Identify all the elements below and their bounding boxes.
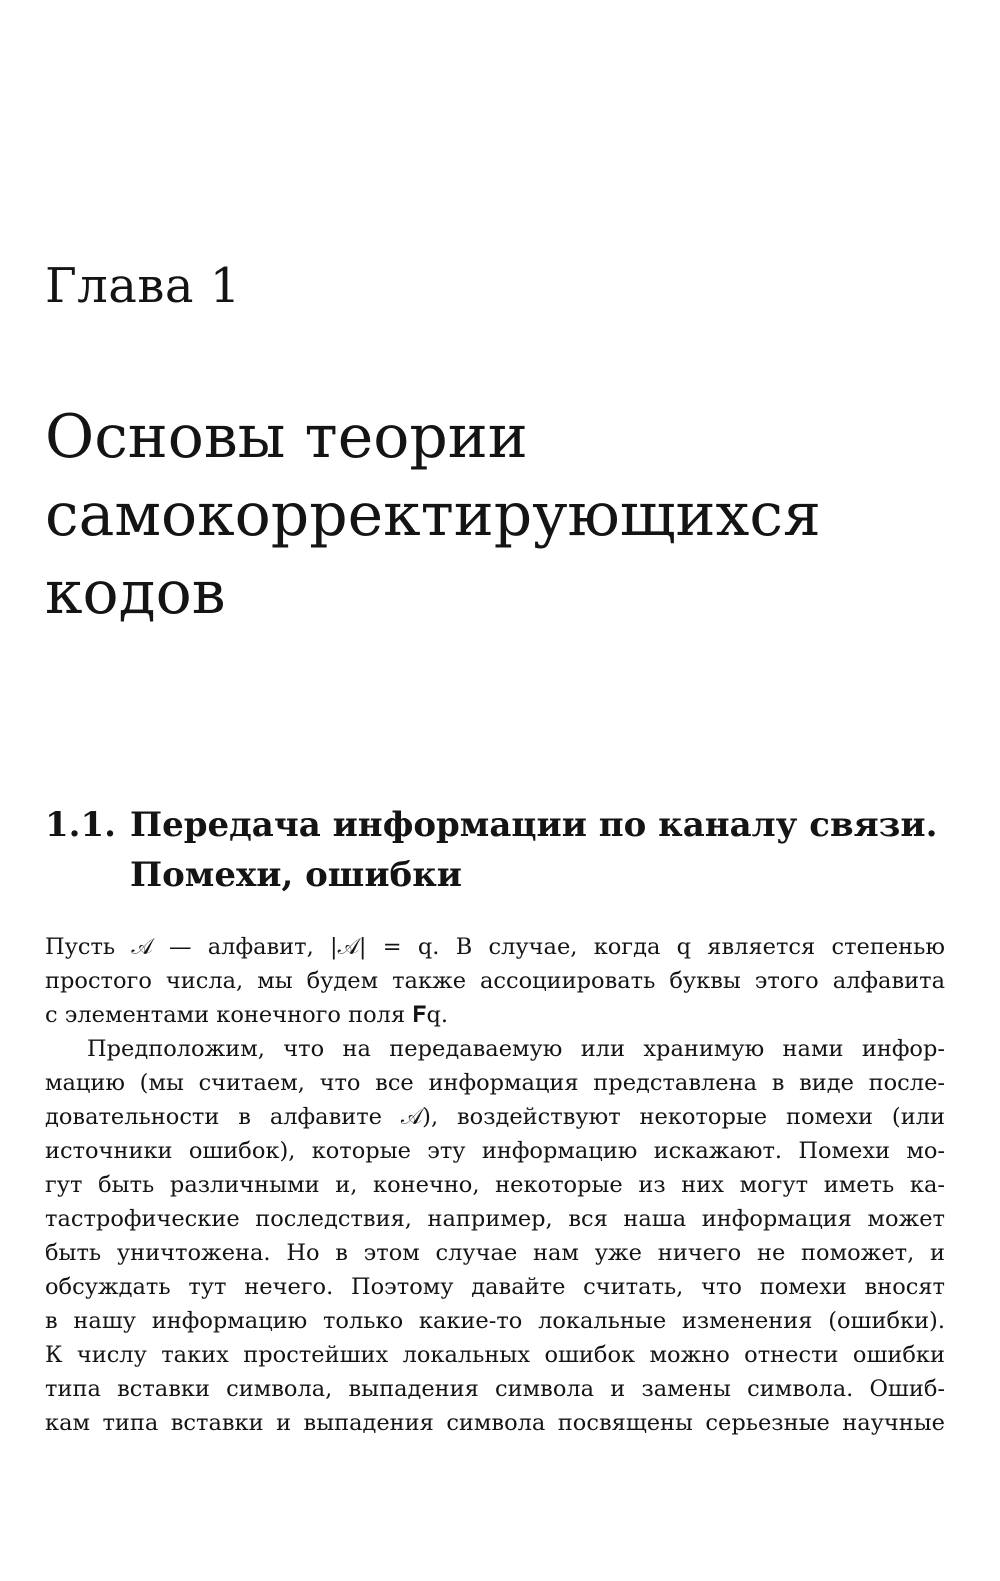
section-title-line: Передача информации по каналу связи. — [130, 805, 938, 845]
section-title-line: Помехи, ошибки — [130, 855, 462, 895]
chapter-title — [45, 398, 945, 632]
chapter-title-line: Основы теории — [45, 402, 528, 472]
section-number: 1.1. — [45, 805, 116, 845]
text-line: в нашу информацию только какие-то локальные изменения (ошибки). — [45, 1308, 945, 1334]
text-line: источники ошибок), которые эту информацию искажают. Помехи мо- — [45, 1138, 945, 1164]
text-line: довательности в алфавите 𝒜), воздействуют некоторые помехи (или — [45, 1104, 945, 1130]
text-line: К числу таких простейших локальных ошибок можно отнести ошибки — [45, 1342, 945, 1368]
section-heading — [45, 800, 950, 900]
text-line: Пусть 𝒜 — алфавит, |𝒜| = q. В случае, когда q является степенью — [45, 934, 945, 960]
chapter-title-line: кодов — [45, 558, 226, 628]
text-line: обсуждать тут нечего. Поэтому давайте считать, что помехи вносят — [45, 1274, 945, 1300]
text-line: типа вставки символа, выпадения символа и замены символа. Ошиб- — [45, 1376, 945, 1402]
text-line: быть уничтожена. Но в этом случае нам уже ничего не поможет, и — [45, 1240, 945, 1266]
chapter-label: Глава 1 — [45, 258, 241, 314]
chapter-title-line: самокорректирующихся — [45, 480, 821, 550]
body-text — [45, 930, 945, 1440]
text-line: тастрофические последствия, например, вся наша информация может — [45, 1206, 945, 1232]
text-line: мацию (мы считаем, что все информация представлена в виде после- — [45, 1070, 945, 1096]
text-line: кам типа вставки и выпадения символа посвящены серьезные научные — [45, 1410, 945, 1436]
text-line: с элементами конечного поля 𝐅q. — [45, 1002, 449, 1028]
text-line: простого числа, мы будем также ассоциировать буквы этого алфавита — [45, 968, 945, 994]
text-line: Предположим, что на передаваемую или хранимую нами инфор- — [87, 1036, 945, 1062]
text-line: гут быть различными и, конечно, некоторые из них могут иметь ка- — [45, 1172, 945, 1198]
